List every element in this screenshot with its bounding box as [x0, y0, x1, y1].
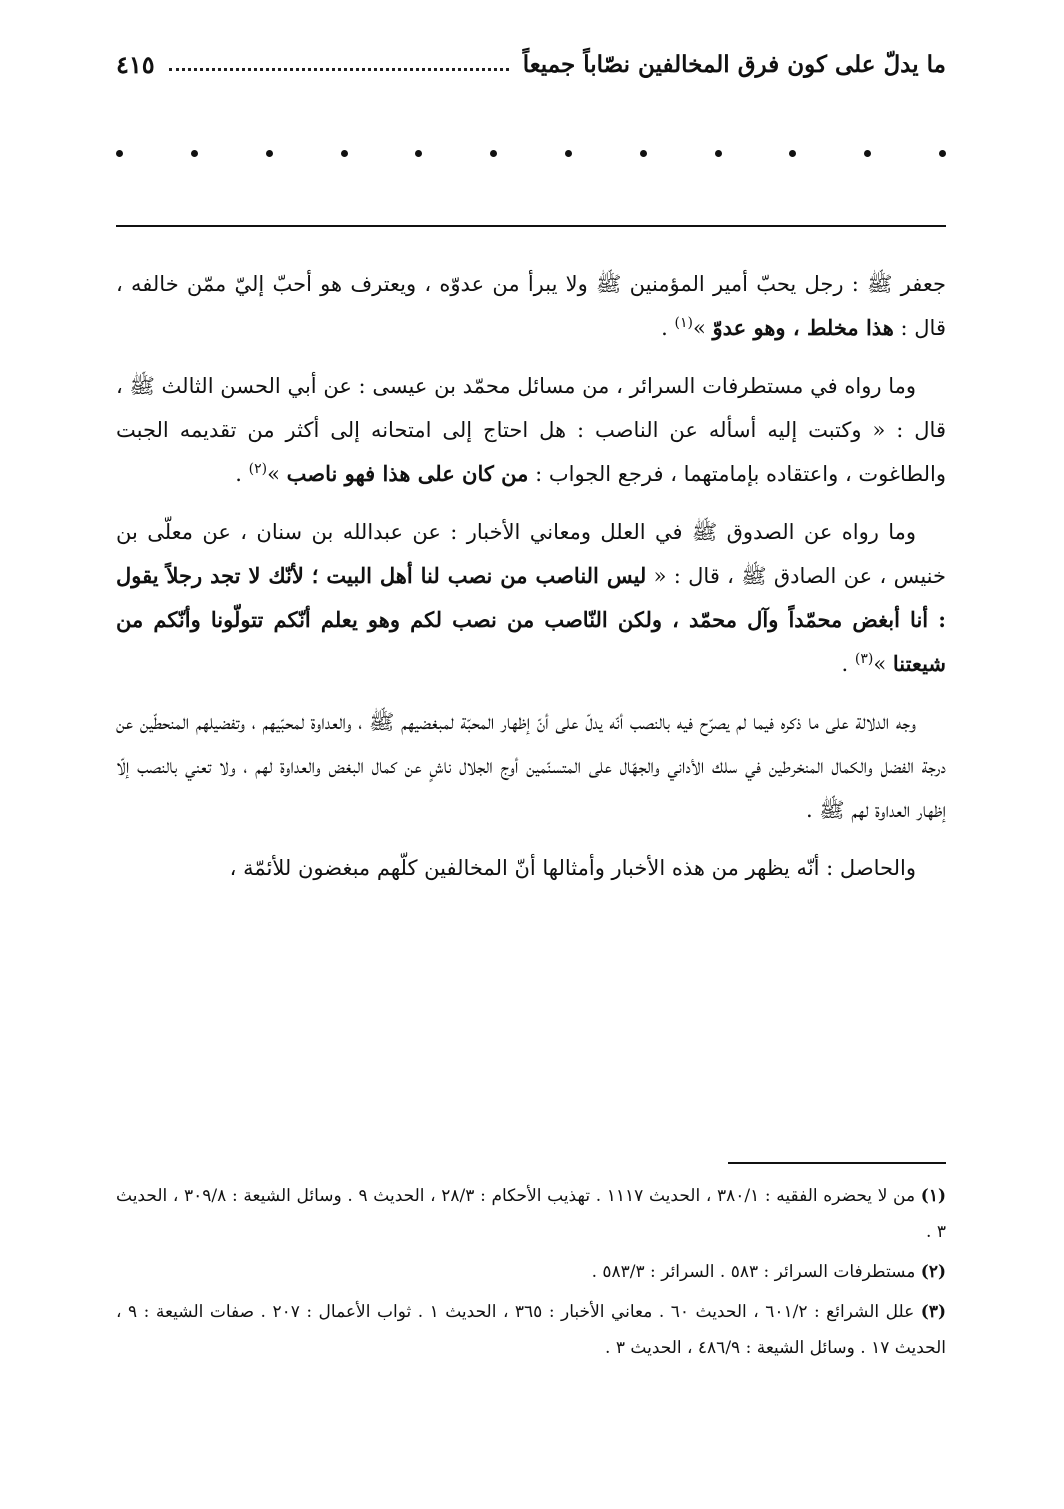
text-segment: جعفر ﷺ : رجل يحبّ أمير المؤمنين ﷺ ولا يبرأ من عدوّه ، ويعترف هو أحبّ إليّ ممّن خالفه ، قال :: [116, 272, 946, 340]
footnote-reference: (٢): [248, 461, 268, 477]
text-segment: .: [235, 462, 249, 486]
footnote-number: (١): [920, 1186, 946, 1206]
ellipsis-dot: [640, 150, 647, 157]
ellipsis-dot: [715, 150, 722, 157]
footnote-reference: (٣): [854, 651, 874, 667]
ellipsis-dot: [490, 150, 497, 157]
ellipsis-dot: [266, 150, 273, 157]
ellipsis-dot: [565, 150, 572, 157]
footnotes: [116, 1178, 946, 1370]
paragraph: [116, 364, 946, 496]
text-segment: »: [873, 652, 893, 676]
ellipsis-dot: [864, 150, 871, 157]
text-segment: »: [692, 316, 713, 340]
footnote-item: [116, 1254, 946, 1290]
text-segment: »: [267, 462, 287, 486]
footnote-text: مستطرفات السرائر : ٥٨٣ . السرائر : ٥٨٣/٣ .: [591, 1262, 916, 1282]
ellipsis-dot: [341, 150, 348, 157]
ellipsis-dot: [789, 150, 796, 157]
paragraph: [116, 510, 946, 686]
ellipsis-dot: [939, 150, 946, 157]
header-dot-leader: [169, 58, 509, 71]
text-segment: والحاصل : أنّه يظهر من هذه الأخبار وأمثالها أنّ المخالفين كلّهم مبغضون للأئمّة ،: [229, 856, 916, 880]
ellipsis-dots: [116, 150, 946, 157]
header-title: ما يدلّ على كون فرق المخالفين نصّاباً جميعاً: [522, 50, 946, 78]
quoted-text: هذا مخلط ، وهو عدوّ: [712, 315, 894, 340]
footnote-item: [116, 1294, 946, 1366]
footnote-reference: (١): [674, 315, 693, 331]
footnote-item: [116, 1178, 946, 1250]
paragraph: [116, 846, 946, 890]
footnote-text: من لا يحضره الفقيه : ٣٨٠/١ ، الحديث ١١١٧ . تهذيب الأحكام : ٢٨/٣ ، الحديث ٩ . وسائل الشيعة : ٣٠٩/٨ ، الحديث ٣ .: [116, 1186, 946, 1242]
footnote-text: علل الشرائع : ٦٠١/٢ ، الحديث ٦٠ . معاني الأخبار : ٣٦٥ ، الحديث ١ . ثواب الأعمال : ٢٠٧ . صفات الشيعة : ٩ ، الحديث ١٧ . وسائل الشيعة : ٤٨٦/٩ ، الحديث ٣ .: [116, 1302, 946, 1358]
text-segment: وجه الدلالة على ما ذكره فيما لم يصرّح فيه بالنصب أنّه يدلّ على أنّ إظهار المحبّة لمبغضيهم ﷺ ، والعداوة لمحبّيهم ، وتفضيلهم المنحطّين عن درجة الفضل والكمال المنخرطين في سلك الأداني والجهّال على المتسنّمين أوج الجلال ناشٍ عن كمال البغض والعداوة لهم ، ولا تعني بالنصب إلّا إظهار العداوة لهم ﷺ .: [116, 710, 946, 822]
running-header: [116, 42, 946, 86]
ellipsis-dot: [415, 150, 422, 157]
text-segment: وما رواه عن الصدوق ﷺ في العلل ومعاني الأخبار : عن عبدالله بن سنان ، عن معلّى بن خنيس ، عن الصادق ﷺ ، قال : «: [116, 520, 946, 588]
text-segment: .: [661, 316, 675, 340]
paragraph: [116, 700, 946, 832]
footnote-number: (٣): [920, 1302, 946, 1322]
header-divider: [116, 225, 946, 227]
footnote-number: (٢): [920, 1262, 946, 1282]
text-segment: وما رواه في مستطرفات السرائر ، من مسائل محمّد بن عيسى : عن أبي الحسن الثالث ﷺ ، قال : « وكتبت إليه أسأله عن الناصب : هل احتاج إلى امتحانه إلى أكثر من تقديمه الجبت والطاغوت ، واعتقاده بإمامتهما ، فرجع الجواب :: [116, 374, 946, 486]
quoted-text: من كان على هذا فهو ناصب: [286, 461, 529, 486]
quoted-text: ليس الناصب من نصب لنا أهل البيت ؛ لأنّك لا تجد رجلاً يقول : أنا أبغض محمّداً وآل محمّد ، ولكن النّاصب من نصب لكم وهو يعلم أنّكم تتولّونا وأنّكم من شيعتنا: [116, 563, 946, 676]
paragraph: [116, 262, 946, 350]
page-number: ٤١٥: [116, 49, 155, 79]
footnote-divider: [728, 1162, 946, 1164]
ellipsis-dot: [191, 150, 198, 157]
main-text: [116, 262, 946, 890]
text-segment: .: [841, 652, 855, 676]
ellipsis-dot: [116, 150, 123, 157]
